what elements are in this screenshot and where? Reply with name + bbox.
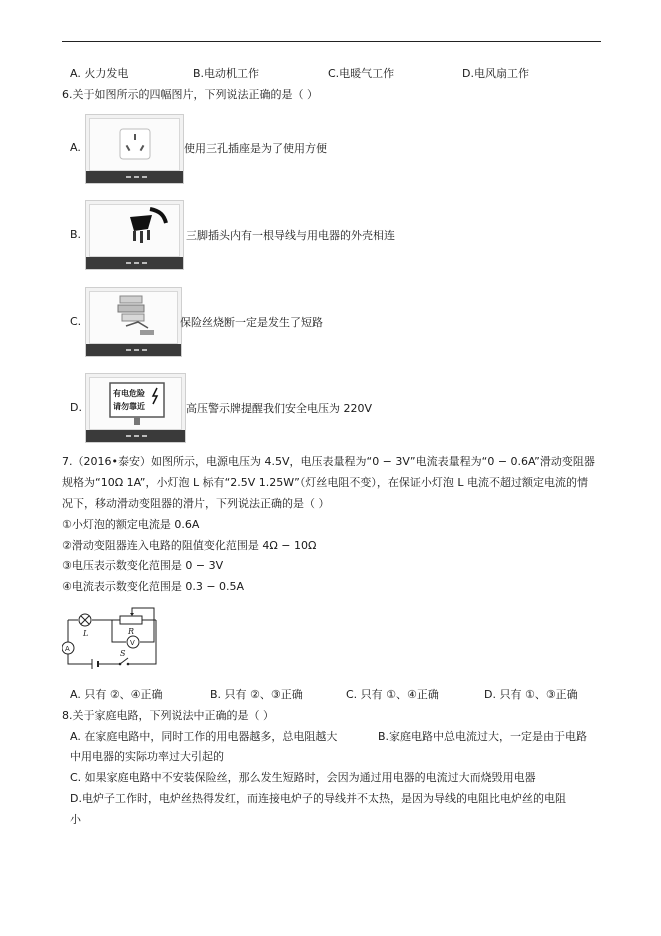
q7-option-a: A. 只有 ②、④正确 [70, 688, 163, 701]
voltmeter-label: V [130, 639, 135, 647]
q7-item-3: ③电压表示数变化范围是 0 − 3V [62, 559, 224, 572]
header-rule [62, 41, 601, 42]
q8-stem: 8.关于家庭电路，下列说法中正确的是（ ） [62, 709, 274, 722]
q7-item-4: ④电流表示数变化范围是 0.3 − 0.5A [62, 580, 245, 593]
q6-option-d-text: 高压警示牌提醒我们安全电压为 220V [186, 402, 373, 415]
q6-option-a-text: 使用三孔插座是为了使用方便 [184, 142, 327, 155]
three-hole-socket-icon [90, 119, 181, 171]
q7-item-2: ②滑动变阻器连入电路的阻值变化范围是 4Ω − 10Ω [62, 539, 317, 552]
socket-image [85, 114, 184, 184]
rheostat-symbol [120, 616, 142, 624]
rheostat-label: R [128, 627, 135, 636]
q5-option-d: D.电风扇工作 [462, 67, 529, 80]
q8-option-b-line-2: 中用电器的实际功率过大引起的 [70, 750, 224, 763]
three-pin-plug-icon [90, 205, 181, 257]
warning-sign-image [85, 373, 186, 443]
sign-text-line-1: 有电危险 [113, 389, 145, 398]
plug-image [85, 200, 184, 270]
q7-option-d: D. 只有 ①、③正确 [484, 688, 578, 701]
q8-option-d-line-1: D.电炉子工作时，电炉丝热得发红，而连接电炉子的导线并不太热，是因为导线的电阻比电炉丝的电阻 [70, 792, 566, 805]
q8-option-b-line-1: B.家庭电路中总电流过大，一定是由于电路 [378, 730, 588, 743]
fuse-wire-icon [90, 292, 179, 344]
q7-stem-line-2: 规格为“10Ω 1A”，小灯泡 L 标有“2.5V 1.25W”（灯丝电阻不变），在保证小灯泡 L 电流不超过额定电流的情 [62, 476, 588, 489]
q6-option-a-letter: A. [70, 141, 81, 154]
q6-option-c-letter: C. [70, 315, 82, 328]
q8-option-c: C. 如果家庭电路中不安装保险丝，那么发生短路时，会因为通过用电器的电流过大而烧毁用电器 [70, 771, 536, 784]
q7-stem-line-1: 7.（2016•泰安）如图所示，电源电压为 4.5V，电压表量程为“0 − 3V”电流表量程为“0 − 0.6A”滑动变阻器 [62, 455, 595, 468]
high-voltage-warning-sign-icon [90, 378, 183, 430]
q7-option-b: B. 只有 ②、③正确 [210, 688, 303, 701]
q5-option-a: A. 火力发电 [70, 67, 129, 80]
q6-option-d-letter: D. [70, 401, 82, 414]
q7-option-c: C. 只有 ①、④正确 [346, 688, 439, 701]
q7-stem-line-3: 况下，移动滑动变阻器的滑片，下列说法正确的是（ ） [62, 497, 330, 510]
q8-option-a: A. 在家庭电路中，同时工作的用电器越多，总电阻越大 [70, 730, 338, 743]
sign-text-line-2: 请勿靠近 [113, 402, 145, 411]
ammeter-label: A [65, 645, 70, 653]
q8-option-d-line-2: 小 [70, 813, 81, 826]
q7-item-1: ①小灯泡的额定电流是 0.6A [62, 518, 200, 531]
fuse-image [85, 287, 182, 357]
lamp-label: L [83, 629, 89, 638]
q6-option-b-text: 三脚插头内有一根导线与用电器的外壳相连 [186, 229, 395, 242]
q6-option-b-letter: B. [70, 228, 82, 241]
q5-option-b: B.电动机工作 [193, 67, 260, 80]
q6-option-c-text: 保险丝烧断一定是发生了短路 [180, 316, 323, 329]
switch-label: S [120, 649, 126, 658]
q5-option-c: C.电暖气工作 [328, 67, 395, 80]
circuit-diagram [62, 604, 162, 676]
q6-stem: 6.关于如图所示的四幅图片，下列说法正确的是（ ） [62, 88, 318, 101]
